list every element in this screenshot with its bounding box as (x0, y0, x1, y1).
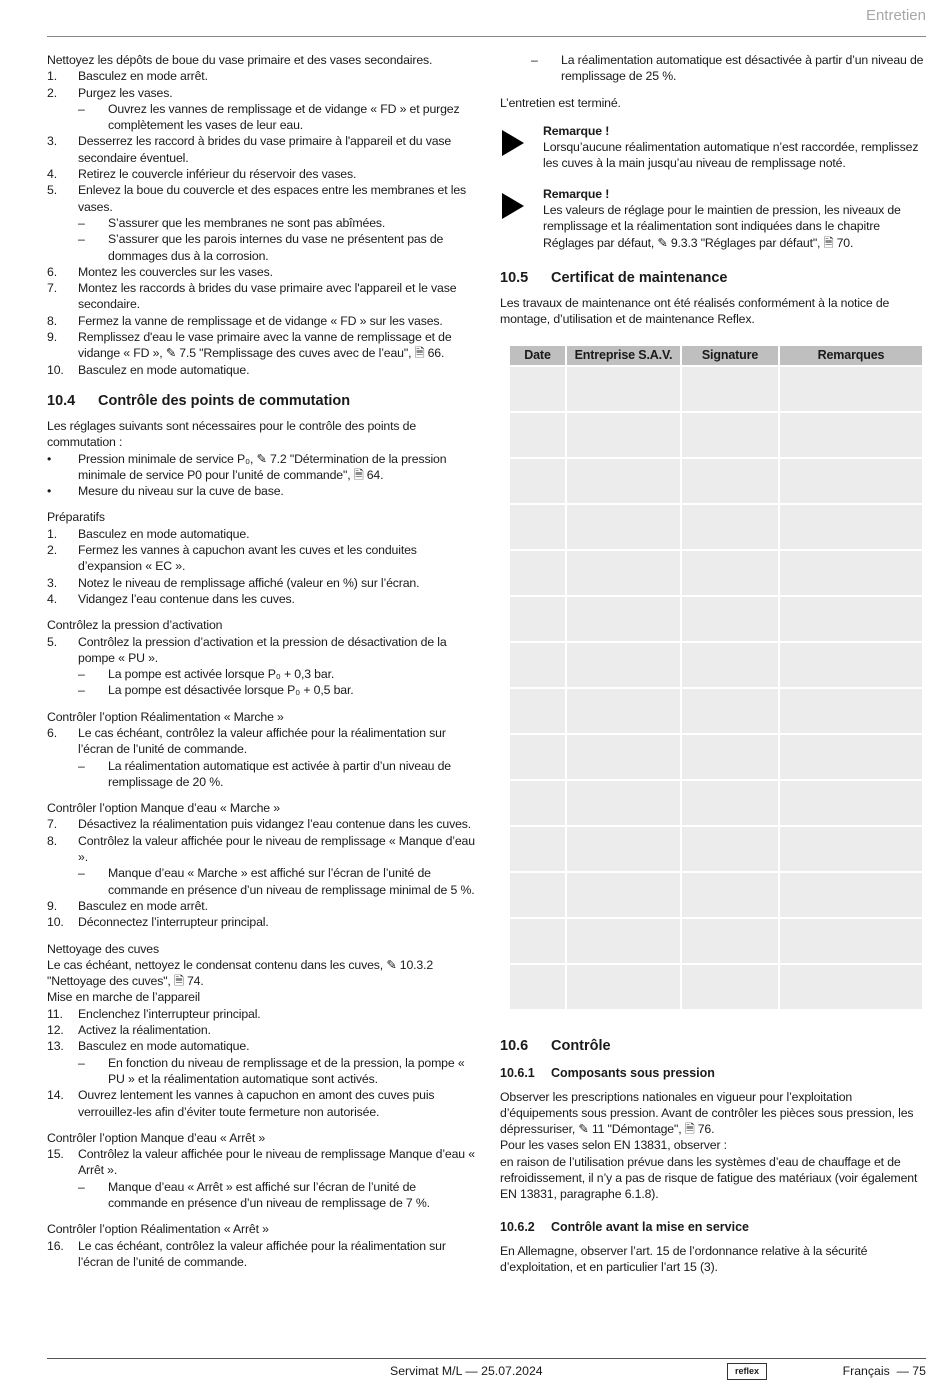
table-cell (510, 781, 565, 825)
list-item: 16. Le cas échéant, contrôlez la valeur affichée pour la réalimentation sur l’écran de l’unité de commande. (47, 1238, 446, 1269)
cleaning-text: Le cas échéant, nettoyez le condensat contenu dans les cuves, ✎ 10.3.2 "Nettoyage des cuves", 🗎 74. (47, 957, 434, 989)
table-cell (780, 919, 922, 963)
table-row (510, 965, 922, 1009)
table-cell (567, 551, 680, 595)
header-rule (47, 36, 926, 37)
sub-step: – La réalimentation automatique est activée à partir d’un niveau de remplissage de 20 %. (78, 758, 451, 789)
right-column (500, 52, 926, 1275)
list-item: 2. Fermez les vannes à capuchon avant les cuves et les conduites d’expansion « EC ». (47, 543, 417, 574)
steps-cleaning (47, 68, 477, 378)
heading-10-4: 10.4 Contrôle des points de commutation (47, 392, 351, 409)
table-row (510, 827, 922, 871)
text-10-6-1c: en raison de l’utilisation prévue dans les systèmes d’eau de chauffage et de refroidissement, il n’y a pas de risque de fatigue des matériaux (voir également EN 13831, paragraphe 6.1.8). (500, 1154, 918, 1202)
table-cell (682, 505, 778, 549)
steps-refill-off (47, 1238, 477, 1271)
table-cell (567, 459, 680, 503)
table-row (510, 643, 922, 687)
activation-title: Contrôlez la pression d’activation (47, 618, 223, 633)
table-cell (780, 459, 922, 503)
list-item: 4. Vidangez l’eau contenue dans les cuves. (47, 591, 295, 606)
list-item: 5. Enlevez la boue du couvercle et des espaces entre les membranes et les vases. (47, 183, 467, 214)
table-cell (567, 413, 680, 457)
intro-10-4: Les réglages suivants sont nécessaires pour le contrôle des points de commutation : (47, 418, 417, 450)
table-cell (567, 597, 680, 641)
list-item: 10. Basculez en mode automatique. (47, 362, 250, 377)
table-cell (567, 367, 680, 411)
list-item: 4. Retirez le couvercle inférieur du réservoir des vases. (47, 167, 357, 182)
footer-page: Français — 75 (842, 1364, 926, 1378)
table-cell (682, 413, 778, 457)
table-row (510, 781, 922, 825)
table-row (510, 735, 922, 779)
table-cell (567, 689, 680, 733)
sub-step: – La réalimentation automatique est désactivée à partir d’un niveau de remplissage de 25 %. (531, 53, 924, 84)
sub-step: – S’assurer que les parois internes du vase ne présentent pas de dommages dus à la corrosion. (78, 232, 444, 263)
footer-doc: Servimat M/L — 25.07.2024 (390, 1364, 543, 1378)
list-item: 8. Contrôlez la valeur affichée pour le niveau de remplissage « Manque d’eau ». (47, 833, 475, 865)
table-cell (780, 965, 922, 1009)
table-row (510, 505, 922, 549)
sub-step: – Ouvrez les vannes de remplissage et de vidange « FD » et purgez complètement les vases de leur eau. (78, 101, 460, 133)
table-cell (682, 367, 778, 411)
table-row (510, 873, 922, 917)
heading-10-6: 10.6 Contrôle (500, 1037, 611, 1054)
table-cell (780, 781, 922, 825)
table-cell (682, 689, 778, 733)
table-row (510, 459, 922, 503)
maintenance-table (508, 344, 924, 1011)
prep-title: Préparatifs (47, 510, 105, 525)
table-cell (780, 873, 922, 917)
list-item: 5. Contrôlez la pression d’activation et la pression de désactivation de la pompe « PU ». (47, 634, 447, 665)
list-item: 3. Desserrez les raccord à brides du vase primaire à l'appareil et du vase secondaire éventuel. (47, 134, 452, 165)
table-row (510, 413, 922, 457)
list-item: 9. Basculez en mode arrêt. (47, 898, 208, 913)
note-2: Remarque ! Les valeurs de réglage pour le maintien de pression, les niveaux de remplissage et la réalimentation sont indiquées dans le chapitre Réglages par défaut, ✎ 9.3.3 "Réglages par défaut", 🗎 70. (500, 186, 926, 251)
steps-refill-on (47, 725, 477, 790)
table-cell (510, 873, 565, 917)
sub-step: – S’assurer que les membranes ne sont pas abîmées. (78, 215, 386, 230)
table-cell (780, 689, 922, 733)
bullet-item: • Pression minimale de service P₀, ✎ 7.2 "Détermination de la pression minimale de service P0 pour l’unité de commande", 🗎 64. (47, 451, 447, 482)
table-cell (682, 735, 778, 779)
steps-low-water-on (47, 816, 477, 930)
table-cell (510, 643, 565, 687)
table-row (510, 919, 922, 963)
list-item: 6. Montez les couvercles sur les vases. (47, 264, 273, 279)
table-cell (682, 919, 778, 963)
footer-rule (47, 1358, 926, 1359)
table-row (510, 367, 922, 411)
table-cell (682, 597, 778, 641)
cleaning-title: Nettoyage des cuves (47, 941, 159, 956)
col-company: Entreprise S.A.V. (567, 346, 680, 365)
table-cell (567, 873, 680, 917)
low-water-on-title: Contrôler l’option Manque d’eau « Marche » (47, 801, 280, 816)
table-row (510, 551, 922, 595)
list-item: 1. Basculez en mode automatique. (47, 526, 250, 541)
table-cell (780, 827, 922, 871)
list-item: 8. Fermez la vanne de remplissage et de vidange « FD » sur les vases. (47, 313, 443, 328)
table-cell (682, 827, 778, 871)
list-item: 3. Notez le niveau de remplissage affiché (valeur en %) sur l’écran. (47, 575, 420, 590)
sub-step: – Manque d’eau « Marche » est affiché sur l’écran de l’unité de commande en présence d’un niveau de remplissage minimal de 5 %. (78, 866, 475, 897)
table-cell (780, 505, 922, 549)
table-cell (510, 597, 565, 641)
list-item: 12. Activez la réalimentation. (47, 1023, 211, 1038)
text-10-6-2: En Allemagne, observer l’art. 15 de l’ordonnance relative à la sécurité d’exploitation, et en particulier l’art 15 (3). (500, 1243, 868, 1274)
list-item: 2. Purgez les vases. (47, 85, 173, 100)
table-cell (682, 873, 778, 917)
table-cell (682, 965, 778, 1009)
list-item: 6. Le cas échéant, contrôlez la valeur affichée pour la réalimentation sur l’écran de l’unité de commande. (47, 725, 446, 757)
table-cell (510, 919, 565, 963)
table-cell (510, 551, 565, 595)
note-arrow-icon (502, 130, 524, 156)
startup-title: Mise en marche de l’appareil (47, 990, 201, 1005)
table-cell (682, 459, 778, 503)
reflex-logo: reflex (727, 1363, 767, 1380)
table-cell (682, 781, 778, 825)
left-column (47, 52, 477, 1270)
sub-step: – Manque d’eau « Arrêt » est affiché sur l’écran de l’unité de commande en présence d’un niveau de remplissage de 7 %. (78, 1179, 430, 1210)
bullet-item: • Mesure du niveau sur la cuve de base. (47, 484, 284, 499)
table-cell (510, 505, 565, 549)
text-10-6-1b: Pour les vases selon EN 13831, observer : (500, 1138, 727, 1153)
heading-10-6-2: 10.6.2 Contrôle avant la mise en service (500, 1219, 750, 1234)
sub-step: – La pompe est désactivée lorsque P₀ + 0,5 bar. (78, 683, 354, 698)
steps-activation (47, 634, 477, 699)
table-cell (567, 919, 680, 963)
table-cell (510, 367, 565, 411)
table-row (510, 689, 922, 733)
table-cell (780, 735, 922, 779)
steps-startup (47, 1006, 477, 1120)
table-cell (510, 689, 565, 733)
table-cell (567, 735, 680, 779)
table-cell (780, 551, 922, 595)
list-item: 1. Basculez en mode arrêt. (47, 69, 208, 84)
table-cell (510, 735, 565, 779)
col-date: Date (510, 346, 565, 365)
table-cell (567, 781, 680, 825)
table-cell (682, 551, 778, 595)
table-cell (780, 643, 922, 687)
list-item: 13. Basculez en mode automatique. (47, 1039, 250, 1054)
list-item: 14. Ouvrez lentement les vannes à capuchon en amont des cuves puis verrouillez-les afin d’éviter toute fermeture non autorisée. (47, 1088, 435, 1119)
low-water-off-title: Contrôler l’option Manque d’eau « Arrêt » (47, 1130, 266, 1145)
table-cell (567, 827, 680, 871)
intro-10-5: Les travaux de maintenance ont été réalisés conformément à la notice de montage, d’utilisation et de maintenance Reflex. (500, 295, 890, 327)
table-cell (567, 505, 680, 549)
maintenance-done: L’entretien est terminé. (500, 95, 621, 110)
sub-step: – La pompe est activée lorsque P₀ + 0,3 bar. (78, 667, 335, 682)
list-item: 7. Désactivez la réalimentation puis vidangez l’eau contenue dans les cuves. (47, 817, 472, 832)
note-arrow-icon (502, 193, 524, 219)
list-item: 10. Déconnectez l’interrupteur principal. (47, 915, 269, 930)
table-cell (510, 459, 565, 503)
table-cell (567, 965, 680, 1009)
table-cell (780, 597, 922, 641)
sub-step: – En fonction du niveau de remplissage et de la pression, la pompe « PU » et la réalimentation automatique sont activés. (78, 1055, 465, 1086)
list-item: 15. Contrôlez la valeur affichée pour le niveau de remplissage Manque d’eau « Arrêt ». (47, 1147, 475, 1178)
list-item: 7. Montez les raccords à brides du vase primaire avec l'appareil et le vase secondaire. (47, 281, 457, 312)
table-cell (682, 643, 778, 687)
table-cell (780, 413, 922, 457)
table-cell (510, 965, 565, 1009)
col-remarks: Remarques (780, 346, 922, 365)
refill-on-title: Contrôler l’option Réalimentation « Marche » (47, 709, 284, 724)
list-item: 11. Enclenchez l’interrupteur principal. (47, 1006, 261, 1021)
list-item: 9. Remplissez d'eau le vase primaire avec la vanne de remplissage et de vidange « FD », ✎ 7.5 "Remplissage des cuves avec de l’eau", 🗎 66. (47, 330, 452, 361)
heading-10-5: 10.5 Certificat de maintenance (500, 269, 728, 286)
section-header: Entretien (865, 7, 926, 24)
text-10-6-1a: Observer les prescriptions nationales en vigueur pour l’exploitation d’équipements sous pression. Avant de contrôler les pièces sous pression, les dépressuriser, ✎ 11 "Démontage", 🗎 76. (500, 1089, 914, 1137)
table-cell (510, 827, 565, 871)
intro-text: Nettoyez les dépôts de boue du vase primaire et des vases secondaires. (47, 53, 433, 67)
table-cell (567, 643, 680, 687)
bullet-list (47, 451, 477, 500)
heading-10-6-1: 10.6.1 Composants sous pression (500, 1065, 715, 1080)
col-signature: Signature (682, 346, 778, 365)
steps-prep (47, 526, 477, 607)
table-cell (510, 413, 565, 457)
table-row (510, 597, 922, 641)
note-1: Remarque ! Lorsqu’aucune réalimentation automatique n’est raccordée, remplissez les cuves à la main jusqu’au niveau de remplissage noté. (500, 123, 926, 172)
steps-low-water-off (47, 1146, 477, 1211)
refill-off-title: Contrôler l’option Réalimentation « Arrêt » (47, 1222, 269, 1237)
table-cell (780, 367, 922, 411)
